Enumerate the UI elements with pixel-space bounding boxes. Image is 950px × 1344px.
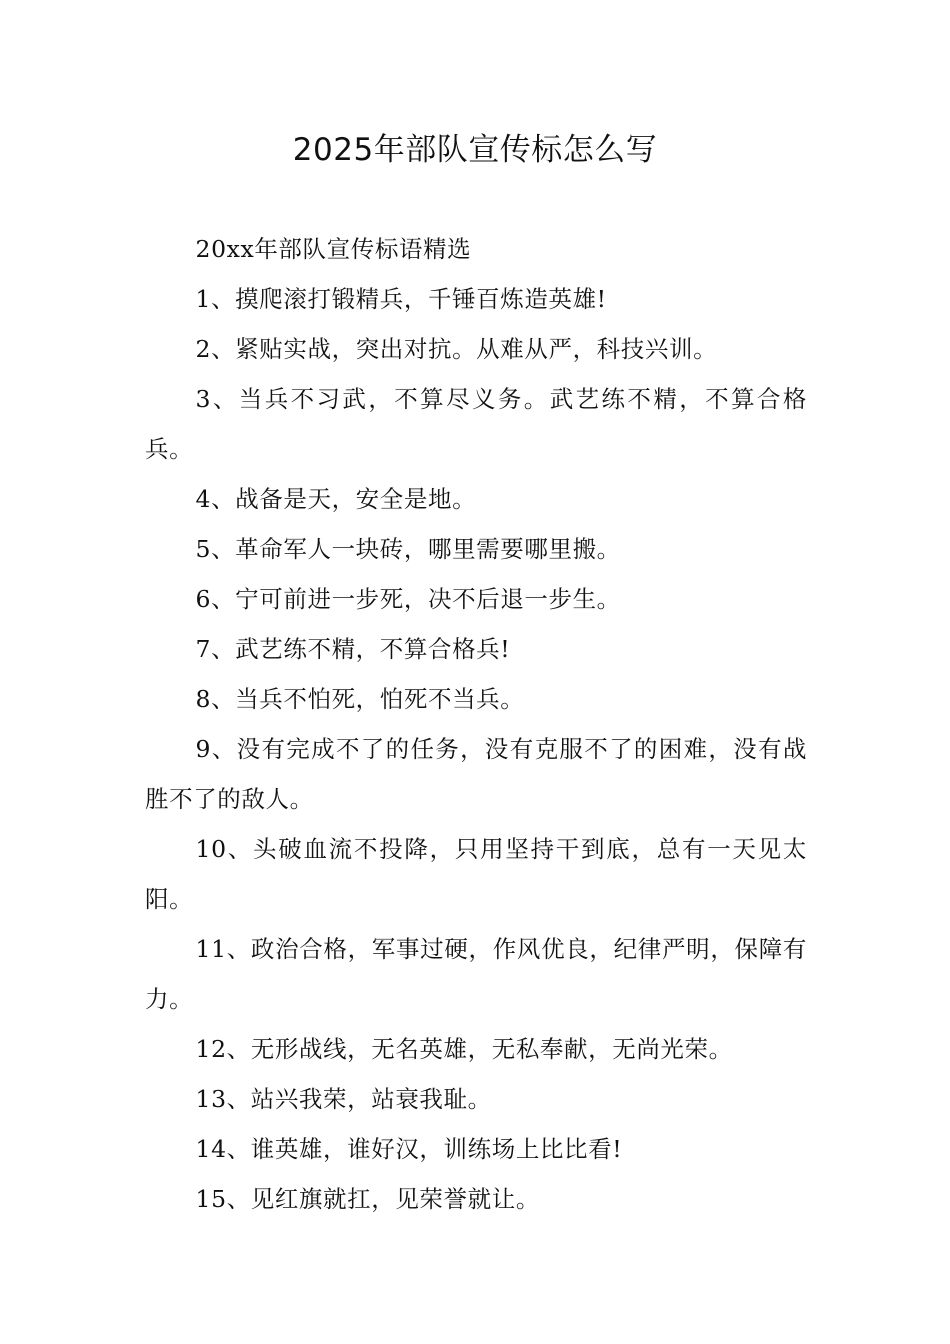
slogan-item-9: 9、没有完成不了的任务，没有克服不了的困难，没有战胜不了的敌人。 (145, 735, 807, 813)
slogan-item-1: 1、摸爬滚打锻精兵，千锤百炼造英雄! (195, 285, 607, 313)
slogan-item-10: 10、头破血流不投降，只用坚持干到底，总有一天见太阳。 (145, 835, 807, 913)
slogan-item-6: 6、宁可前进一步死，决不后退一步生。 (195, 585, 621, 613)
slogan-item-5: 5、革命军人一块砖，哪里需要哪里搬。 (195, 535, 621, 563)
slogan-item-14: 14、谁英雄，谁好汉，训练场上比比看! (195, 1135, 623, 1163)
page-title: 2025年部队宣传标怎么写 (292, 132, 658, 168)
paragraph-subtitle: 20xx年部队宣传标语精选 (195, 235, 472, 263)
slogan-item-12: 12、无形战线，无名英雄，无私奉献，无尚光荣。 (195, 1035, 733, 1063)
slogan-item-2: 2、紧贴实战，突出对抗。从难从严，科技兴训。 (195, 335, 718, 363)
slogan-item-4: 4、战备是天，安全是地。 (195, 485, 477, 513)
slogan-item-15: 15、见红旗就扛，见荣誉就让。 (195, 1185, 540, 1213)
document-body (145, 224, 807, 1224)
slogan-item-13: 13、站兴我荣，站衰我耻。 (195, 1085, 492, 1113)
slogan-item-8: 8、当兵不怕死，怕死不当兵。 (195, 685, 525, 713)
slogan-item-7: 7、武艺练不精，不算合格兵! (195, 635, 511, 663)
slogan-item-11: 11、政治合格，军事过硬，作风优良，纪律严明，保障有力。 (145, 935, 807, 1013)
slogan-item-3: 3、当兵不习武，不算尽义务。武艺练不精，不算合格兵。 (145, 385, 807, 463)
